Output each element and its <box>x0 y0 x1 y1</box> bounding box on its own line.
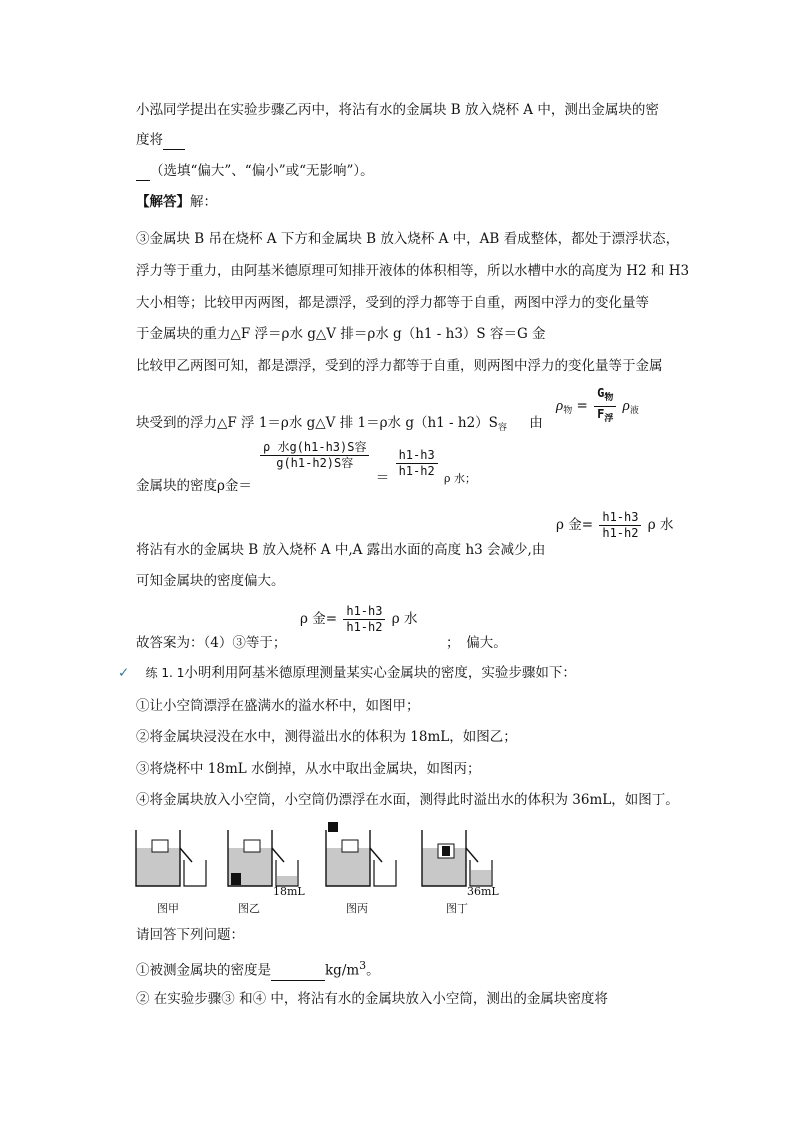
fig-caption-jia: 图甲 <box>157 902 179 915</box>
f1-fraction <box>594 386 616 427</box>
fig3-block <box>328 822 338 832</box>
question-2: ② 在实验步骤③ 和④ 中，将沾有水的金属块放入小空筒，测出的金属块密度将 <box>136 991 608 1007</box>
f4-den: h1-h2 <box>602 526 639 540</box>
question-1-unit: kg/m <box>325 962 360 979</box>
answer-header <box>136 193 217 211</box>
fig1-water <box>136 848 180 886</box>
fig4-beaker-water <box>471 870 491 886</box>
exercise-intro: 小明利用阿基米德原理测量某实心金属块的密度，实验步骤如下： <box>184 665 576 681</box>
answer-label-tail: 解： <box>190 194 217 210</box>
f4-lhs: ρ 金= <box>556 517 594 533</box>
exercise-step-3: ③将烧杯中 18mL 水倒掉，从水中取出金属块，如图丙； <box>136 761 481 777</box>
fig2-block <box>231 873 241 885</box>
formula-gold-density <box>258 440 476 486</box>
f2-den: g(h1-h2)S容 <box>276 456 354 470</box>
answer-blank-density <box>271 962 325 981</box>
f5-rhs: ρ 水 <box>391 611 418 627</box>
fig-caption-bing: 图丙 <box>346 902 368 915</box>
f5-fraction <box>343 604 385 635</box>
figure-bing <box>326 822 396 886</box>
f3-den: h1-h2 <box>398 464 435 478</box>
fig-caption-ding: 图丁 <box>446 902 468 915</box>
question-1 <box>136 957 380 981</box>
question-1-unit-sup: 3 <box>359 959 367 972</box>
answer-p6 <box>136 414 543 437</box>
f2-num: ρ 水g(h1-h3)S容 <box>260 440 369 456</box>
fig4-block <box>442 846 450 856</box>
solution-line-3 <box>136 162 374 181</box>
figure-jia <box>136 830 206 886</box>
exercise-step-2: ②将金属块浸没在水中，测得溢出水的体积为 18mL，如图乙； <box>136 729 517 745</box>
question-1-tail: 。 <box>366 962 380 979</box>
question-intro: 请回答下列问题： <box>136 927 244 943</box>
formula-gold-density-2 <box>556 510 674 541</box>
solution-line-2 <box>136 131 185 150</box>
formula-final <box>300 604 418 635</box>
answer-p5: 比较甲乙两图可知，都是漂浮，受到的浮力都等于自重，则两图中浮力的变化量等于金属 <box>136 358 663 374</box>
formula-density-ratio <box>556 386 639 427</box>
exercise-heading <box>118 664 576 682</box>
fig1-cup <box>152 840 168 852</box>
answer-p1: ③金属块 B 吊在烧杯 A 下方和金属块 B 放入烧杯 A 中，AB 看成整体，都处于漂浮状态， <box>136 231 680 247</box>
fig3-spout <box>370 848 382 862</box>
f5-num: h1-h3 <box>343 604 385 620</box>
answer-p6-tail: 由 <box>529 415 543 431</box>
answer-p2: 浮力等于重力，由阿基米德原理可知排开液体的体积相等，所以水槽中水的高度为 H2 和 H3 <box>136 263 690 279</box>
fig1-spout <box>180 848 192 862</box>
answer-p6-text: 块受到的浮力△F 浮 1＝ρ水 g△V 排 1＝ρ水 g（h1 - h2）S <box>136 415 498 431</box>
answer-p7-lead: 金属块的密度ρ金＝ <box>136 478 252 494</box>
exercise-label: 练 1. 1 <box>145 666 185 680</box>
answer-label: 【解答】 <box>136 194 190 210</box>
figure-ding <box>422 830 492 886</box>
exercise-step-4: ④将金属块放入小空筒，小空筒仍漂浮在水面，测得此时溢出水的体积为 36mL，如图丁。 <box>136 792 679 808</box>
question-1-text: ①被测金属块的密度是 <box>136 962 271 979</box>
answer-blank-1b <box>136 162 150 181</box>
fig1-beaker <box>184 860 206 886</box>
answer-p3: 大小相等；比较甲丙两图，都是漂浮，受到的浮力都等于自重，两图中浮力的变化量等 <box>136 295 649 311</box>
f4-num: h1-h3 <box>599 510 641 526</box>
f4-fraction <box>599 510 641 541</box>
f1-den: $F_浮$ <box>597 407 614 424</box>
exercise-step-1: ①让小空筒漂浮在盛满水的溢水杯中，如图甲； <box>136 698 420 714</box>
solution-line-1: 小泓同学提出在实验步骤乙丙中，将沾有水的金属块 B 放入烧杯 A 中，测出金属块的密 <box>136 102 659 118</box>
f1-rhs-sub: 液 <box>629 406 639 416</box>
f3-fraction <box>396 448 438 479</box>
fig-caption-yi: 图乙 <box>238 902 260 915</box>
f3-tail: ρ 水； <box>444 472 476 485</box>
fig-volume-36: 36mL <box>467 885 499 898</box>
fig4-spout <box>466 848 478 862</box>
answer-p9: 可知金属块的密度偏大。 <box>136 573 285 589</box>
answer-p8: 将沾有水的金属块 B 放入烧杯 A 中,A 露出水面的高度 h3 会减少,由 <box>136 542 546 558</box>
f1-rhs: ρ <box>622 398 630 414</box>
fig2-cup <box>244 840 260 852</box>
answer-p6-sub: 容 <box>497 423 507 433</box>
fig-volume-18: 18mL <box>273 885 305 898</box>
answer-final-lead: 故答案为：（4）③等于； <box>136 635 287 651</box>
f2-eq: ＝ <box>375 470 390 486</box>
check-icon: ✓ <box>118 665 130 681</box>
fig3-water <box>326 848 370 886</box>
fig3-beaker <box>374 860 396 886</box>
answer-blank-1 <box>163 131 185 150</box>
fig2-spout <box>272 848 284 862</box>
f1-lhs: ρ <box>556 398 564 414</box>
fig3-cup <box>342 840 358 852</box>
f2-fraction <box>260 440 369 471</box>
f1-num: $G_物$ <box>594 386 616 407</box>
f1-eq: = <box>576 398 588 414</box>
answer-final-tail: ； 偏大。 <box>446 635 507 651</box>
f3-num: h1-h3 <box>396 448 438 464</box>
f5-den: h1-h2 <box>346 620 383 634</box>
solution-line-2-text: 度将 <box>136 132 163 148</box>
f1-lhs-sub: 物 <box>563 406 573 416</box>
figure-yi <box>228 830 298 886</box>
answer-p4: 于金属块的重力△F 浮＝ρ水 g△V 排＝ρ水 g（h1 - h3）S 容＝G 金 <box>136 326 546 342</box>
f4-rhs: ρ 水 <box>647 517 674 533</box>
solution-line-3-text: （选填“偏大”、“偏小”或“无影响”）。 <box>150 163 374 179</box>
f5-lhs: ρ 金= <box>300 611 338 627</box>
